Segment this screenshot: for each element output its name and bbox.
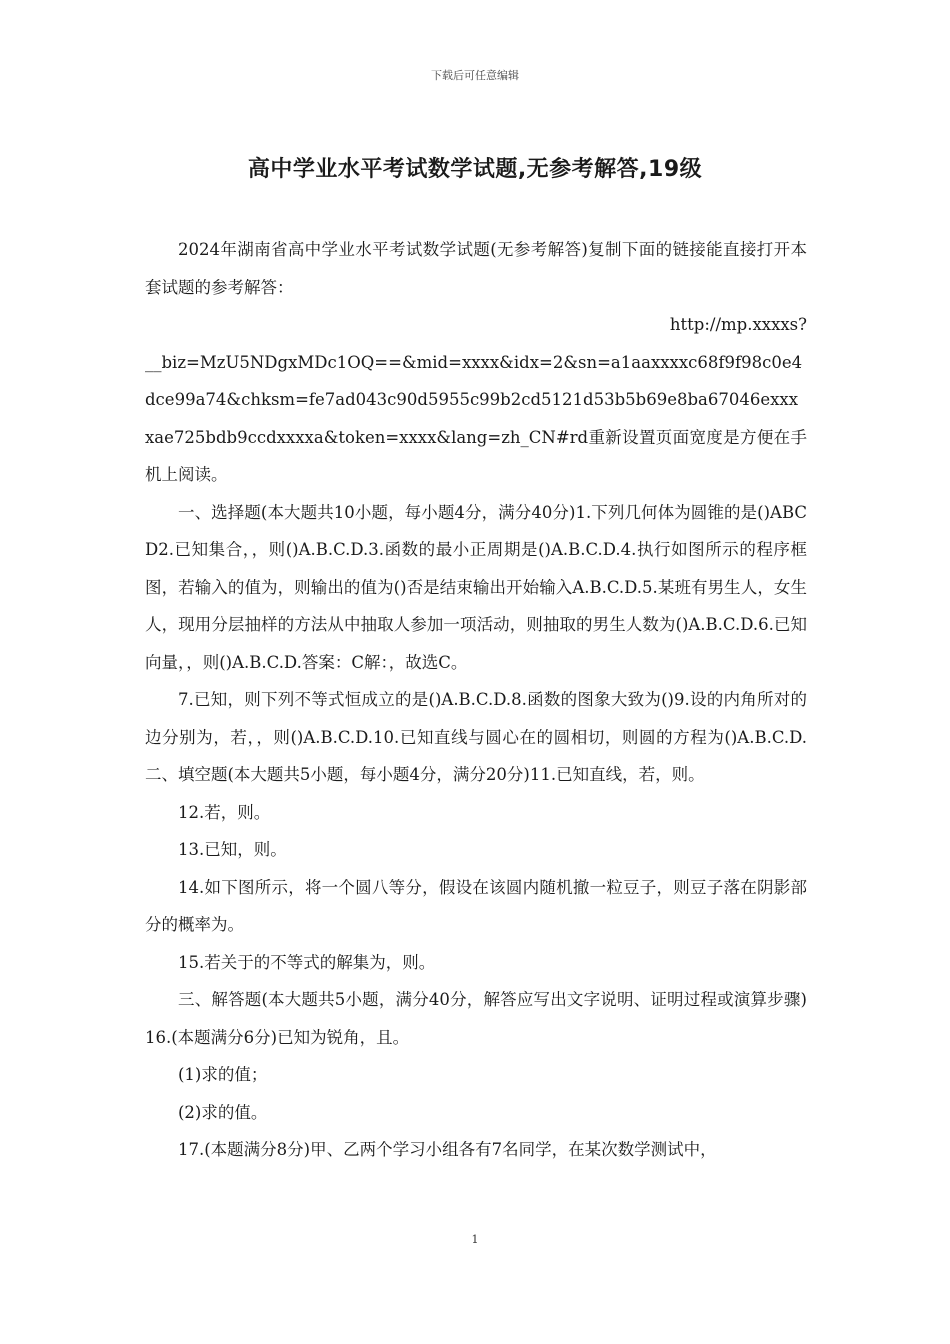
header-note: 下载后可任意编辑 <box>431 69 519 82</box>
intro-paragraph: 2024年湖南省高中学业水平考试数学试题(无参考解答)复制下面的链接能直接打开本套试题的参考解答： <box>145 240 807 297</box>
section-one-paragraph: 一、选择题(本大题共10小题，每小题4分，满分40分)1.下列几何体为圆锥的是()ABCD2.已知集合，，则()A.B.C.D.3.函数的最小正周期是()A.B.C.D.4.执行如图所示的程序框图，若输入的值为，则输出的值为()否是结束输出开始输入A.B.C.D.5.某班有男生人，女生人，现用分层抽样的方法从中抽取人参加一项活动，则抽取的男生人数为()A.B.C.D.6.已知向量，，则()A.B.C.D.答案：C解：，故选C。 <box>145 502 807 672</box>
question-16-part-2: (2)求的值。 <box>178 1102 268 1122</box>
page-number: 1 <box>471 1233 479 1246</box>
reference-link-paragraph <box>145 306 807 494</box>
question-16-part-1: (1)求的值； <box>178 1065 268 1084</box>
question-15: 15.若关于的不等式的解集为，则。 <box>178 952 436 972</box>
question-12: 12.若，则。 <box>178 802 271 822</box>
document-body <box>145 231 807 1169</box>
reference-link-rest[interactable]: __biz=MzU5NDgxMDc1OQ==&mid=xxxx&idx=2&sn=a1aaxxxxc68f9f98c0e4dce99a74&chksm=fe7ad043c90d5955c99b2cd5121d53b5b69e8ba67046exxxxae725bdb9ccdxxxxa&token=xxxx&lang=zh_CN#rd <box>145 352 803 447</box>
reference-link-start[interactable]: http://mp.xxxxs? <box>669 315 807 334</box>
document-title: 高中学业水平考试数学试题,无参考解答,19级 <box>247 157 703 182</box>
question-14: 14.如下图所示，将一个圆八等分，假设在该圆内随机撤一粒豆子，则豆子落在阴影部分的概率为。 <box>145 877 807 934</box>
questions-7-11-paragraph: 7.已知，则下列不等式恒成立的是()A.B.C.D.8.函数的图象大致为()9.设的内角所对的边分别为，若，，则()A.B.C.D.10.已知直线与圆心在的圆相切，则圆的方程为()A.B.C.D.二、填空题(本大题共5小题，每小题4分，满分20分)11.已知直线，若，则。 <box>145 690 807 784</box>
section-three-paragraph: 三、解答题(本大题共5小题，满分40分，解答应写出文字说明、证明过程或演算步骤)16.(本题满分6分)已知为锐角，且。 <box>145 990 807 1047</box>
question-13: 13.已知，则。 <box>178 840 287 859</box>
reference-link-note: 重新设置页面宽度是方便在手机上阅读。 <box>145 427 807 484</box>
question-17: 17.(本题满分8分)甲、乙两个学习小组各有7名同学，在某次数学测试中， <box>178 1140 717 1159</box>
